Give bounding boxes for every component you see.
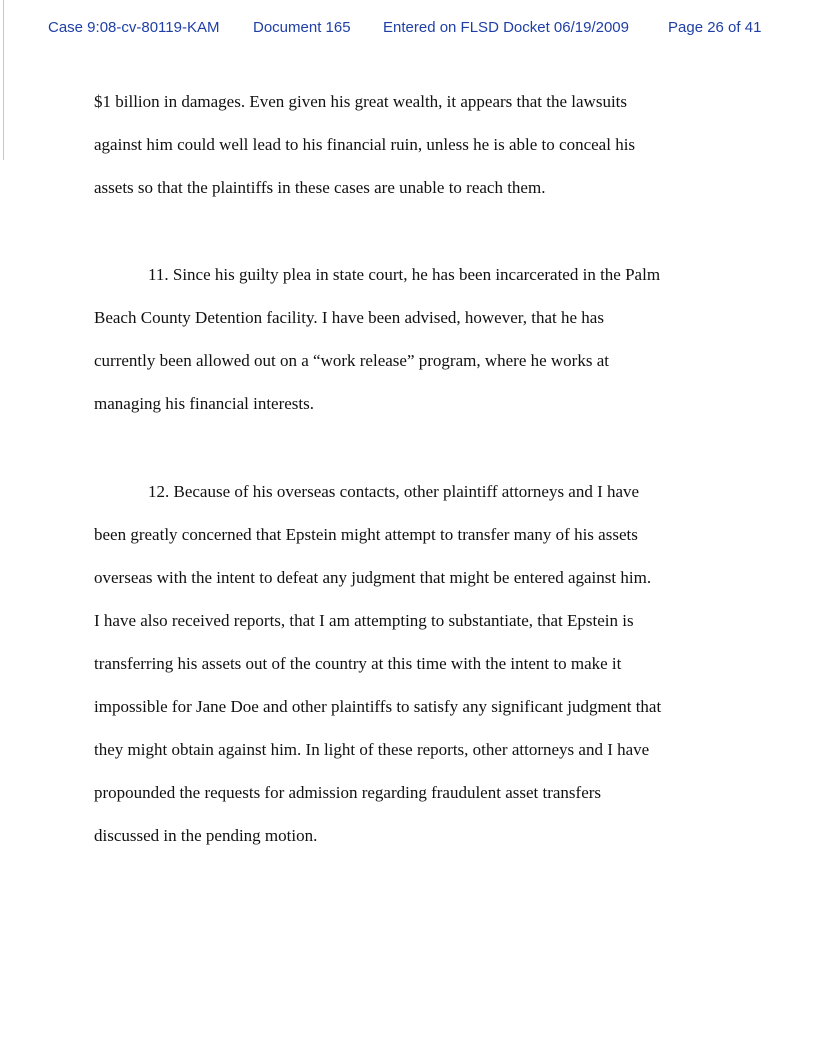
text-line: assets so that the plaintiffs in these cases are unable to reach them. xyxy=(94,178,546,197)
text-line: impossible for Jane Doe and other plaintiffs to satisfy any significant judgment that xyxy=(94,697,662,716)
docket-header xyxy=(48,19,778,39)
text-line: managing his financial interests. xyxy=(94,394,314,413)
text-line: against him could well lead to his financial ruin, unless he is able to conceal his xyxy=(94,135,636,154)
text-line: $1 billion in damages. Even given his great wealth, it appears that the lawsuits xyxy=(94,92,628,111)
text-line: transferring his assets out of the country at this time with the intent to make it xyxy=(94,654,622,673)
text-line: they might obtain against him. In light of these reports, other attorneys and I have xyxy=(94,740,650,759)
text-line: Beach County Detention facility. I have been advised, however, that he has xyxy=(94,308,604,327)
text-line: been greatly concerned that Epstein might attempt to transfer many of his assets xyxy=(94,525,638,544)
text-line: 12. Because of his overseas contacts, other plaintiff attorneys and I have xyxy=(148,482,640,501)
case-number: Case 9:08-cv-80119-KAM xyxy=(48,19,220,36)
text-line: discussed in the pending motion. xyxy=(94,826,318,845)
text-line: I have also received reports, that I am attempting to substantiate, that Epstein is xyxy=(94,611,634,630)
text-line: currently been allowed out on a “work release” program, where he works at xyxy=(94,351,609,370)
text-line: propounded the requests for admission regarding fraudulent asset transfers xyxy=(94,783,602,802)
text-line: 11. Since his guilty plea in state court, he has been incarcerated in the Palm xyxy=(148,265,661,284)
document-number: Document 165 xyxy=(253,19,351,36)
entered-date: Entered on FLSD Docket 06/19/2009 xyxy=(383,19,629,36)
page-edge-rule xyxy=(3,0,4,160)
page-number: Page 26 of 41 xyxy=(668,19,762,36)
text-line: overseas with the intent to defeat any judgment that might be entered against him. xyxy=(94,568,652,587)
